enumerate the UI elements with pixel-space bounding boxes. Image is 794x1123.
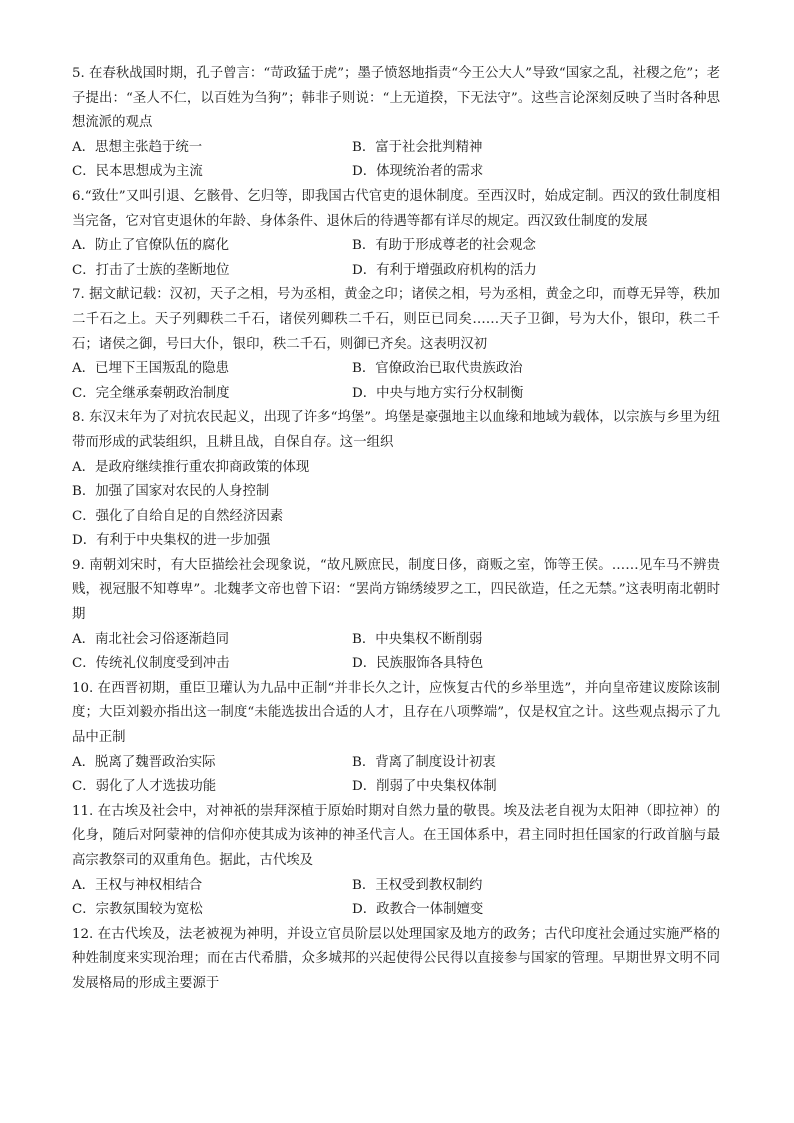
option-b: B．富于社会批判精神 <box>352 139 483 155</box>
question-stem: 7. 据文献记载：汉初，天子之相，号为丞相，黄金之印；诸侯之相，号为丞相，黄金之印，而尊无异等，秩加二千石之上。天子列卿秩二千石，诸侯列卿秩二千石，则臣已同矣……天子卫御，号为大仆，银印，秩二千石；诸侯之御，号曰大仆，银印，秩二千石，则御已齐矣。这表明汉初 <box>72 287 720 352</box>
exam-page <box>72 62 720 997</box>
question-8 <box>72 406 720 554</box>
option-a: A．是政府继续推行重农抑商政策的体现 <box>72 459 310 475</box>
option-d: D．中央与地方实行分权制衡 <box>352 385 524 401</box>
question-12 <box>72 923 720 997</box>
option-d: D．削弱了中央集权体制 <box>352 779 497 795</box>
option-b: B．加强了国家对农民的人身控制 <box>72 484 270 500</box>
option-a: A．脱离了魏晋政治实际 <box>72 754 216 770</box>
options-grid <box>72 234 720 283</box>
option-c: C．弱化了人才选拔功能 <box>72 779 217 795</box>
question-stem: 5. 在春秋战国时期，孔子曾言：“苛政猛于虎”；墨子愤怒地指责“今王公大人”导致“国家之乱，社稷之危”；老子提出：“圣人不仁，以百姓为刍狗”；韩非子则说：“上无道揆，下无法守”。这些言论深刻反映了当时各种思想流派的观点 <box>72 66 720 131</box>
question-10 <box>72 677 720 800</box>
option-d: D．政教合一体制嬗变 <box>352 902 484 918</box>
option-c: C．完全继承秦朝政治制度 <box>72 385 230 401</box>
question-stem: 9. 南朝刘宋时，有大臣描绘社会现象说，“故凡厥庶民，制度日侈，商贩之室，饰等王侯。……见车马不辨贵贱，视冠服不知尊卑”。北魏孝文帝也曾下诏：“罢尚方锦绣绫罗之工，四民欲造，任之无禁。”这表明南北朝时期 <box>72 557 720 623</box>
option-a: A．王权与神权相结合 <box>72 877 203 893</box>
option-b: B．中央集权不断削弱 <box>352 631 483 647</box>
option-d: D．民族服饰各具特色 <box>352 656 484 672</box>
option-b: B．有助于形成尊老的社会观念 <box>352 238 536 254</box>
option-c: C．传统礼仪制度受到冲击 <box>72 656 230 672</box>
option-d: D．有利于中央集权的进一步加强 <box>72 533 271 549</box>
question-9 <box>72 554 720 677</box>
question-stem: 11. 在古埃及社会中，对神祇的崇拜深植于原始时期对自然力量的敬畏。埃及法老自视为太阳神（即拉神）的化身，随后对阿蒙神的信仰亦使其成为该神的神圣代言人。在王国体系中，君主同时担任国家的行政首脑与最高宗教祭司的双重角色。据此，古代埃及 <box>72 803 720 868</box>
question-stem: 6.“致仕”又叫引退、乞骸骨、乞归等，即我国古代官吏的退休制度。至西汉时，始成定制。西汉的致仕制度相当完备，它对官吏退休的年龄、身体条件、退休后的待遇等都有详尽的规定。西汉致仕制度的发展 <box>72 188 720 229</box>
option-c: C．宗教氛围较为宽松 <box>72 902 203 918</box>
options-grid <box>72 874 720 923</box>
question-11 <box>72 800 720 923</box>
option-a: A．思想主张趋于统一 <box>72 139 203 155</box>
options-grid <box>72 751 720 800</box>
option-a: A．南北社会习俗逐渐趋同 <box>72 631 229 647</box>
option-a: A．防止了官僚队伍的腐化 <box>72 238 229 254</box>
option-c: C．打击了士族的垄断地位 <box>72 262 230 278</box>
option-d: D．体现统治者的需求 <box>352 164 484 180</box>
question-7 <box>72 283 720 406</box>
options-grid <box>72 628 720 677</box>
option-d: D．有利于增强政府机构的活力 <box>352 262 537 278</box>
option-a: A．已埋下王国叛乱的隐患 <box>72 361 229 377</box>
options-grid <box>72 136 720 185</box>
option-b: B．背离了制度设计初衷 <box>352 754 496 770</box>
option-b: B．官僚政治已取代贵族政治 <box>352 361 523 377</box>
question-5 <box>72 62 720 185</box>
question-6 <box>72 185 720 283</box>
question-stem: 8. 东汉末年为了对抗农民起义，出现了许多“坞堡”。坞堡是豪强地主以血缘和地域为载体，以宗族与乡里为纽带而形成的武装组织，且耕且战，自保自存。这一组织 <box>72 410 720 450</box>
option-c: C．民本思想成为主流 <box>72 164 203 180</box>
option-b: B．王权受到教权制约 <box>352 877 483 893</box>
question-stem: 12. 在古代埃及，法老被视为神明，并设立官员阶层以处理国家及地方的政务；古代印度社会通过实施严格的种姓制度来实现治理；而在古代希腊，众多城邦的兴起使得公民得以直接参与国家的管理。早期世界文明不同发展格局的形成主要源于 <box>72 926 720 991</box>
question-stem: 10. 在西晋初期，重臣卫瓘认为九品中正制“并非长久之计，应恢复古代的乡举里选”，并向皇帝建议废除该制度；大臣刘毅亦指出这一制度“未能选拔出合适的人才，且存在八项弊端”，仅是权宜之计。这些观点揭示了九品中正制 <box>72 680 720 746</box>
options-grid <box>72 357 720 406</box>
option-c: C．强化了自给自足的自然经济因素 <box>72 508 284 524</box>
